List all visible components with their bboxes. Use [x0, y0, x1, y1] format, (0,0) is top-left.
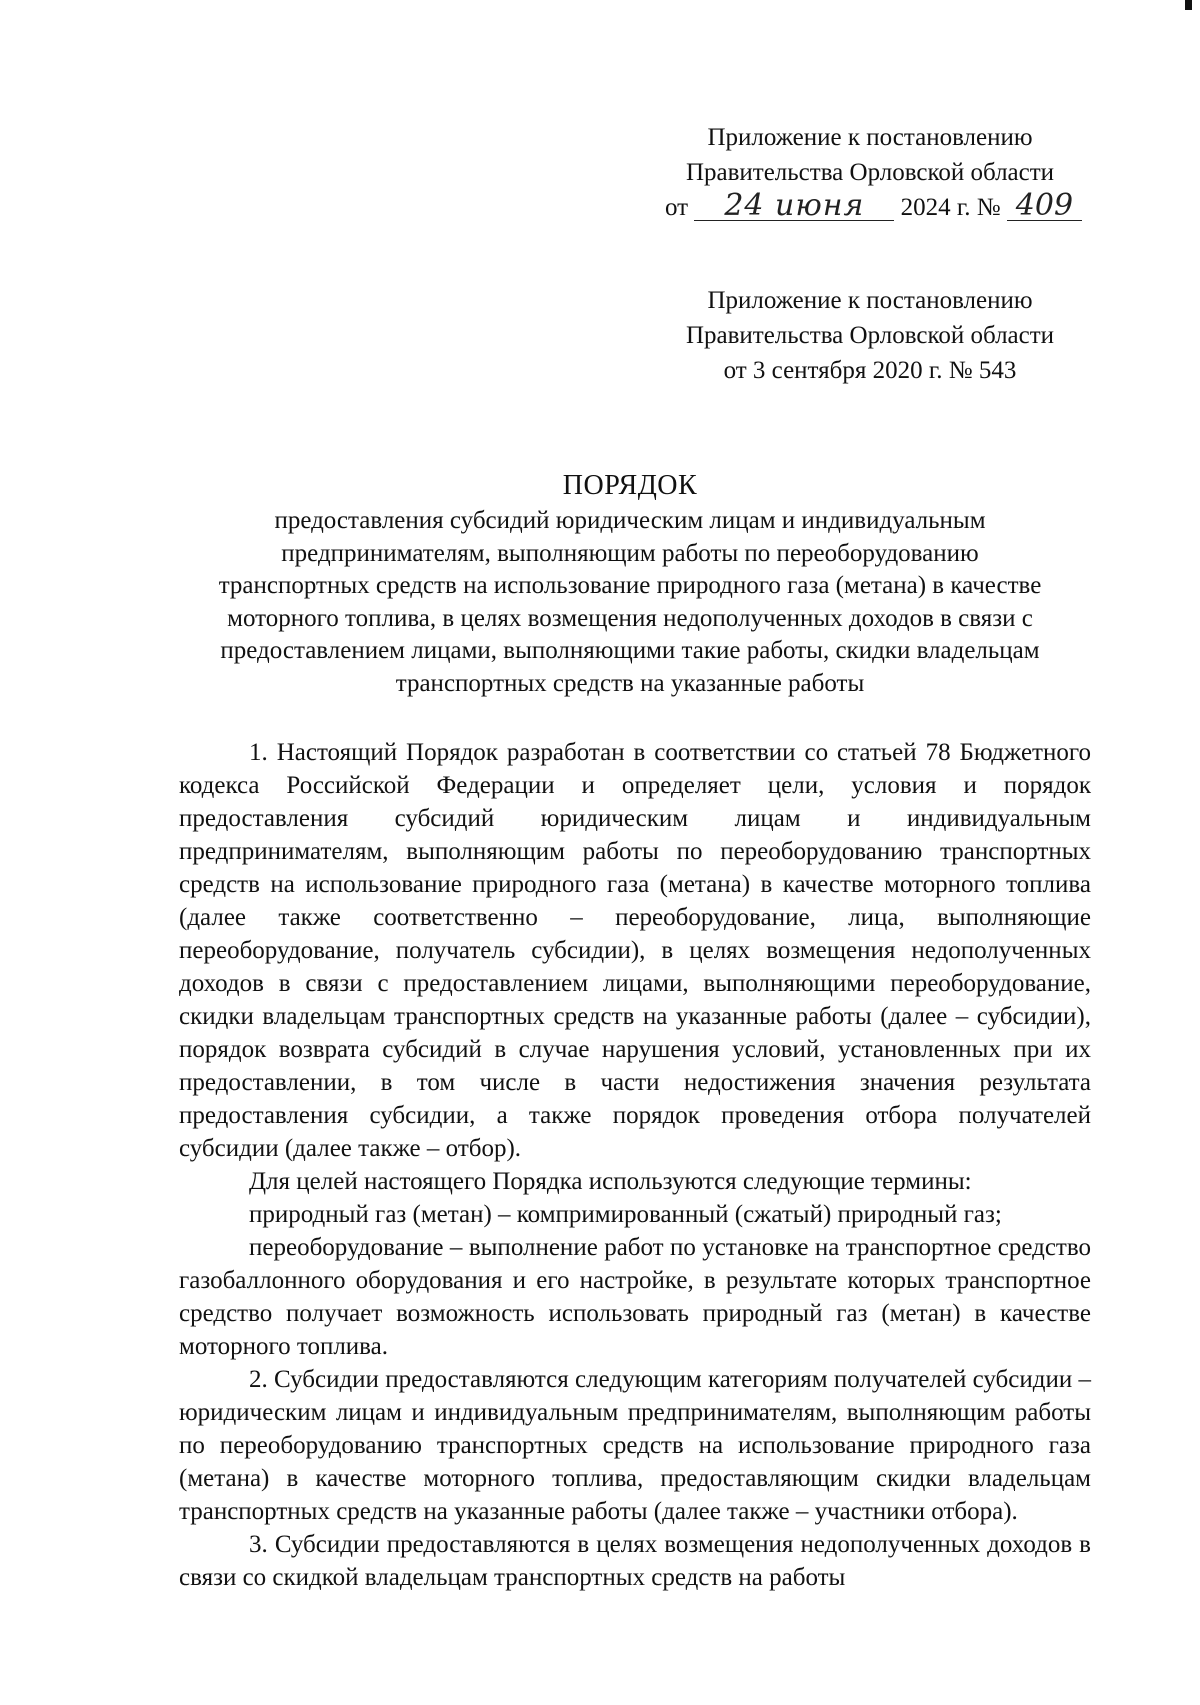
document-body	[179, 736, 1091, 1594]
paragraph-terms-intro: Для целей настоящего Порядка используются следующие термины:	[249, 1168, 972, 1195]
paragraph-1: 1. Настоящий Порядок разработан в соответствии со статьей 78 Бюджетного кодекса Российской Федерации и определяет цели, условия и порядок предоставления субсидий юридическим лицам и индивидуальным предпринимателям, выполняющим работы по переоборудованию транспортных средств на использование природного газа (метана) в качестве моторного топлива (далее также соответственно – переоборудование, лица, выполняющие переоборудование, получатель субсидии), в целях возмещения недополученных доходов в связи с предоставлением лицами, выполняющими переоборудование, скидки владельцам транспортных средств на указанные работы (далее – субсидии), порядок возврата субсидий в случае нарушения условий, установленных при их предоставлении, в том числе в части недостижения значения результата предоставления субсидии, а также порядок проведения отбора получателей субсидии (далее также – отбор).	[179, 739, 1091, 1162]
paragraph-term-conversion: переоборудование – выполнение работ по установке на транспортное средство газобаллонного оборудования и его настройке, в результате которых транспортное средство получает возможность использовать природный газ (метан) в качестве моторного топлива.	[179, 1234, 1091, 1360]
appendix-header-2020	[665, 283, 1075, 388]
appendix-2020-line1: Приложение к постановлению	[707, 287, 1033, 314]
paragraph-term-gas: природный газ (метан) – компримированный (сжатый) природный газ;	[249, 1201, 1002, 1228]
appendix-2024-date-line	[665, 190, 1075, 225]
subtitle-line: предоставлением лицами, выполняющими такие работы, скидки владельцам	[220, 637, 1040, 664]
subtitle-line: транспортных средств на использование природного газа (метана) в качестве	[218, 572, 1042, 599]
appendix-2020-line2: Правительства Орловской области	[685, 322, 1055, 349]
date-prefix: от	[665, 194, 689, 221]
subtitle-line: моторного топлива, в целях возмещения недополученных доходов в связи с	[227, 604, 1033, 632]
subtitle-line: транспортных средств на указанные работы	[395, 669, 865, 697]
handwritten-number: 409	[1007, 192, 1082, 221]
appendix-header-2024	[665, 120, 1075, 225]
paragraph-3: 3. Субсидии предоставляются в целях возмещения недополученных доходов в связи со скидкой владельцам транспортных средств на работы	[179, 1531, 1091, 1591]
handwritten-date: 24 июня	[694, 192, 894, 221]
document-subtitle	[160, 505, 1100, 700]
appendix-2024-line2: Правительства Орловской области	[685, 159, 1055, 186]
year-label: 2024 г. №	[900, 194, 1001, 221]
subtitle-line: предоставления субсидий юридическим лицам и индивидуальным	[274, 507, 986, 534]
paragraph-2: 2. Субсидии предоставляются следующим категориям получателей субсидии – юридическим лицам и индивидуальным предпринимателям, выполняющим работы по переоборудованию транспортных средств на использование природного газа (метана) в качестве моторного топлива, предоставляющим скидки владельцам транспортных средств на указанные работы (далее также – участники отбора).	[179, 1366, 1091, 1525]
appendix-2024-line1: Приложение к постановлению	[707, 124, 1033, 151]
document-title: ПОРЯДОК	[562, 470, 698, 501]
appendix-2020-line3: от 3 сентября 2020 г. № 543	[723, 357, 1017, 384]
subtitle-line: предпринимателям, выполняющим работы по переоборудованию	[281, 539, 979, 567]
scan-corner-mark	[1185, 0, 1192, 10]
